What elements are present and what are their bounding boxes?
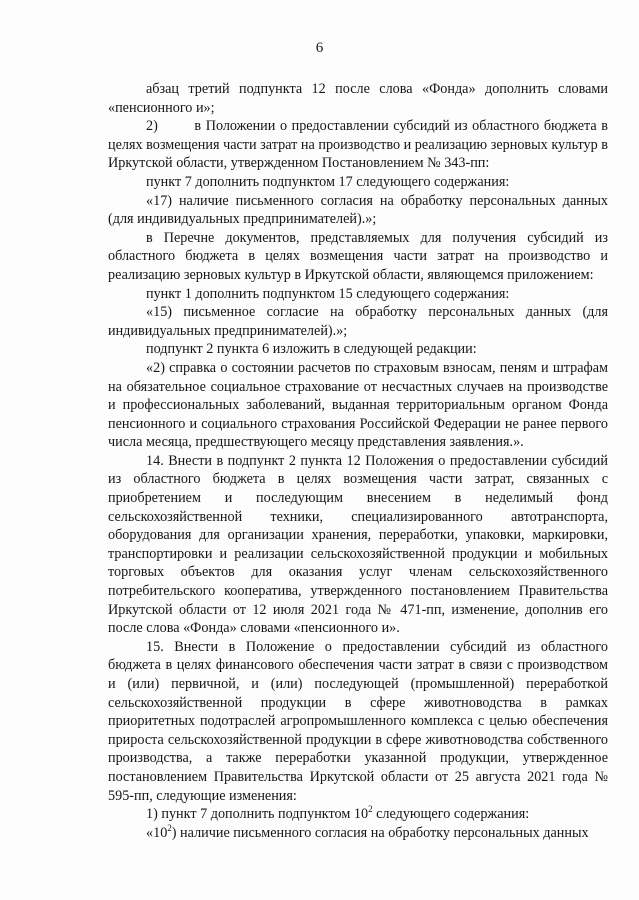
paragraph-text: 1) пункт 7 дополнить подпунктом 10	[146, 806, 369, 823]
paragraph-text: следующего содержания:	[372, 806, 530, 823]
paragraph: пункт 7 дополнить подпунктом 17 следующего содержания:	[146, 173, 510, 190]
paragraph: «15) письменное согласие на обработку персональных данных (для индивидуальных предпринимателей).»;	[108, 304, 608, 339]
paragraph-text: ) наличие письменного согласия на обработку персональных данных	[171, 824, 589, 841]
paragraph: абзац третий подпункта 12 после слова «Фонда» дополнить словами «пенсионного и»;	[108, 81, 608, 116]
paragraph: 15. Внести в Положение о предоставлении субсидий из областного бюджета в целях финансового обеспечения части затрат в связи с производством и (или) первичной, и (или) последующей (промышленной) переработкой сельскохозяйственной продукции в сфере животноводства в рамках приоритетных подотраслей агропромышленного комплекса с целью обеспечения прироста сельскохозяйственной продукции в сфере животноводства собственного производства, а также переработки указанной продукции, утвержденное постановлением Правительства Иркутской области от 25 августа 2021 года № 595-пп, следующие изменения:	[108, 638, 608, 804]
paragraph: 2) в Положении о предоставлении субсидий из областного бюджета в целях возмещения части затрат на производство и реализацию зерновых культур в Иркутской области, утвержденном Постановлением № 343-пп:	[108, 118, 608, 172]
paragraph	[108, 805, 608, 824]
superscript: 2	[368, 804, 373, 815]
paragraph: «17) наличие письменного согласия на обработку персональных данных (для индивидуальных предпринимателей).»;	[108, 192, 608, 228]
document-body	[108, 80, 608, 842]
paragraph: «2) справка о состоянии расчетов по страховым взносам, пеням и штрафам на обязательное социальное страхование от несчастных случаев на производстве и профессиональных заболеваний, выданная территориальным органом Фонда пенсионного и социального страхования Российской Федерации не ранее первого числа месяца, предшествующего месяцу представления заявления.».	[108, 359, 608, 451]
page-number: 6	[315, 40, 324, 56]
paragraph: 14. Внести в подпункт 2 пункта 12 Положения о предоставлении субсидий из областного бюджета в целях возмещения части затрат, связанных с приобретением и последующим внесением в неделимый фонд сельскохозяйственной техники, специализированного автотранспорта, оборудования для организации хранения, переработки, упаковки, маркировки, транспортировки и реализации сельскохозяйственной продукции и мобильных торговых объектов для оказания услуг членам сельскохозяйственного потребительского кооператива, утвержденного постановлением Правительства Иркутской области от 12 июля 2021 года № 471-пп, изменение, дополнив его после слова «Фонда» словами «пенсионного и».	[108, 452, 608, 637]
paragraph	[108, 824, 608, 843]
paragraph: подпункт 2 пункта 6 изложить в следующей редакции:	[146, 341, 477, 358]
paragraph: в Перечне документов, представляемых для получения субсидий из областного бюджета в целях возмещения части затрат на производство и реализацию зерновых культур в Иркутской области, являющемся приложением:	[108, 229, 608, 283]
paragraph-text: «10	[146, 824, 168, 841]
paragraph: пункт 1 дополнить подпунктом 15 следующего содержания:	[146, 285, 510, 302]
superscript: 2	[167, 822, 172, 833]
